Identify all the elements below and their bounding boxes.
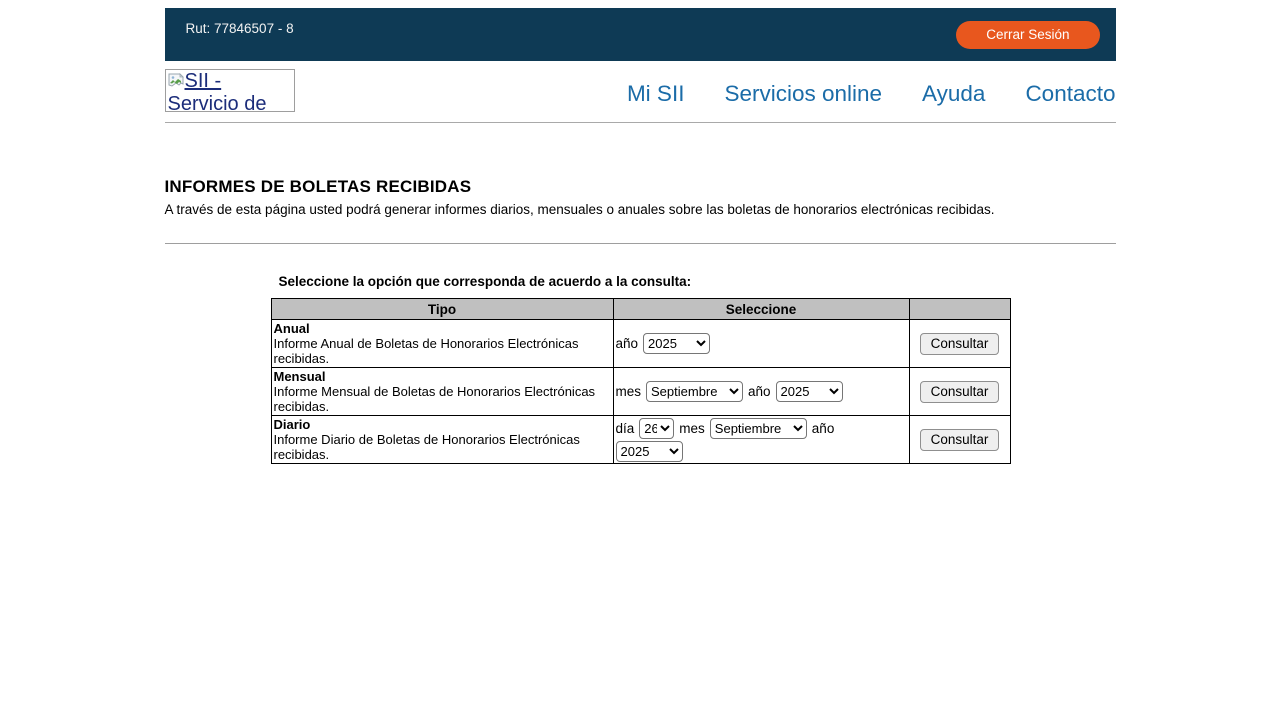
broken-image-icon [168,73,184,94]
table-row-anual [271,320,1010,368]
day-field-label: día [615,420,635,436]
nav-link-servicios-online[interactable]: Servicios online [724,81,883,106]
seleccione-cell [613,416,909,464]
nav-link-mi-sii[interactable]: Mi SII [626,81,685,106]
column-header-seleccione: Seleccione [613,299,909,320]
consult-prompt: Seleccione la opción que corresponda de acuerdo a la consulta: [278,274,692,289]
table-row-mensual [271,368,1010,416]
anual-consultar-button[interactable]: Consultar [920,333,1000,355]
tipo-cell [271,368,613,416]
rut-label: Rut: 77846507 - 8 [185,21,294,36]
diario-year-select[interactable] [616,441,683,462]
page-container [165,8,1116,464]
diario-consultar-button[interactable]: Consultar [920,429,1000,451]
site-header [165,61,1116,123]
month-field-label: mes [679,420,705,436]
diario-day-select[interactable] [639,418,674,439]
report-options-table [271,298,1011,464]
page-description: A través de esta página usted podrá generar informes diarios, mensuales o anuales sobre las boletas de honorarios electrónicas recibidas. [164,202,995,217]
row-description: Informe Anual de Boletas de Honorarios Electrónicas recibidas. [273,336,579,366]
mensual-month-select[interactable] [646,381,743,402]
table-header-row [271,299,1010,320]
diario-month-select[interactable] [710,418,807,439]
page-title: INFORMES DE BOLETAS RECIBIDAS [164,177,472,196]
anual-year-select[interactable] [643,333,710,354]
row-type-label: Diario [273,417,311,432]
seleccione-cell [613,320,909,368]
seleccione-cell [613,368,909,416]
session-topbar [165,8,1116,61]
main-nav [627,81,1116,107]
month-field-label: mes [615,384,642,399]
consult-section [271,274,1116,464]
year-field-label: año [748,384,771,399]
tipo-cell [271,320,613,368]
row-description: Informe Mensual de Boletas de Honorarios Electrónicas recibidas. [273,384,596,414]
table-row-diario [271,416,1010,464]
row-type-label: Mensual [273,369,326,384]
logout-button[interactable]: Cerrar Sesión [956,21,1099,49]
tipo-cell [271,416,613,464]
nav-link-ayuda[interactable]: Ayuda [922,81,986,106]
year-field-label: año [811,420,835,436]
section-divider [165,243,1116,244]
nav-link-contacto[interactable]: Contacto [1025,81,1116,106]
mensual-year-select[interactable] [776,381,843,402]
button-cell [909,320,1010,368]
logo-alt-text: SII - Servicio de [167,70,267,112]
button-cell [909,416,1010,464]
column-header-empty [909,299,1010,320]
button-cell [909,368,1010,416]
row-description: Informe Diario de Boletas de Honorarios Electrónicas recibidas. [273,432,580,462]
year-field-label: año [615,336,639,351]
site-logo-broken-image[interactable] [165,69,295,112]
row-type-label: Anual [273,321,310,336]
mensual-consultar-button[interactable]: Consultar [920,381,1000,403]
column-header-tipo: Tipo [271,299,613,320]
